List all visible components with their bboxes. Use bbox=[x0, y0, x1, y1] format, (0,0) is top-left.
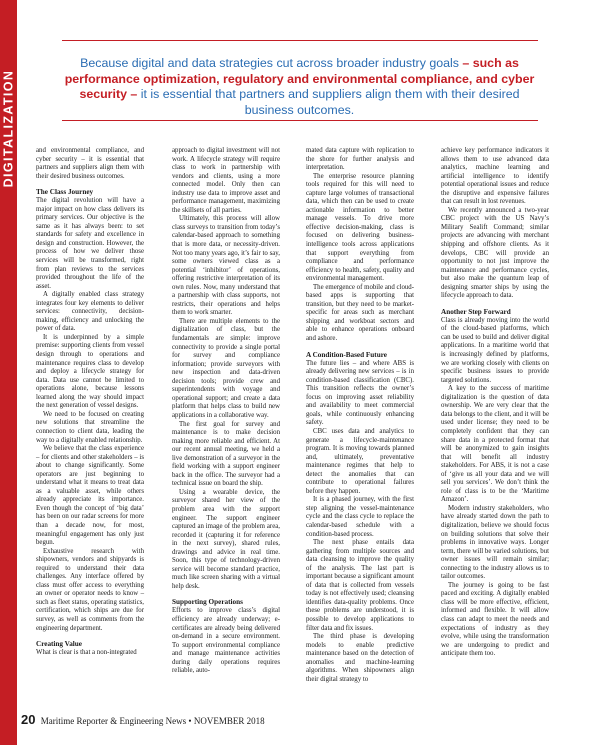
section-heading: Another Step Forward bbox=[441, 307, 511, 316]
paragraph: Ultimately, this process will allow class surveys to transition from today’s calendar-based approach to something that is more data, or necessity-driven. Not too many years ago, it’s fair to say, some owners viewed class as a potential ‘inhibitor’ of operations, offering restrictive interpretation of its own rules. Now, many understand that a partnership with class supports, not restricts, their operations and helps them to work smarter. bbox=[172, 215, 280, 317]
paragraph: approach to digital investment will not work. A lifecycle strategy will require class to work in partnership with vendors and clients, using a more connected model. Only then can industry use data to improve asset and performance management, maximizing the skillsets of all parties. bbox=[172, 147, 280, 214]
pull-quote-emphasis: – such as performance optimization, regulatory and environmental compliance, and cyber security – bbox=[64, 56, 535, 102]
paragraph: achieve key performance indicators it allows them to use advanced data analytics, machine learning and artificial intelligence to identify potential operational issues and reduce the disruptive and expensive failures that can result in lost revenues. bbox=[441, 147, 549, 206]
paragraph: The enterprise resource planning tools required for this will need to capture large volumes of transactional data, which then can be used to create actionable information to better manage vessels. To drive more effective decision-making, class is focused on delivering business-intelligence tools across applications that support everything from compliance and performance efficiency to health, safety, quality and environmental management. bbox=[306, 172, 414, 283]
paragraph: A digitally enabled class strategy integrates four key elements to deliver services: connectivity, decision-making, efficiency and unlocking the power of data. bbox=[36, 291, 144, 333]
pull-quote-text-end: it is essential that partners and suppliers align them with their desired business outcomes. bbox=[137, 87, 520, 117]
paragraph: The journey is going to be fast paced and exciting. A digitally enabled class will be more effective, efficient, informed and flexible. It will allow class can adapt to meet the needs and expectations of industry as they evolve, while using the transformation we are undergoing to predict and anticipate them too. bbox=[441, 581, 549, 658]
paragraph: Exhaustive research with shipowners, vendors and shipyards is required to understand their data challenges. Any interface offered by class must offer access to everything an owner or operator needs to know – such as fleet status, operating statistics, certification, which ships are due for survey, as well as comments from the engineering department. bbox=[36, 547, 144, 632]
paragraph: We recently announced a two-year CBC project with the US Navy’s Military Sealift Command; similar projects are advancing with merchant shipping and offshore clients. As it develops, CBC will provide an opportunity to not just improve the maintenance and performance cycles, but also make the quantum leap of designing smarter ships by using the lifecycle approach to data. bbox=[441, 206, 549, 300]
paragraph: There are multiple elements to the digitalization of class, but the fundamentals are simple: improve connectivity to provide a single portal for survey and compliance information; provide surveyors with new inspection and data-driven decision tools; provide crew and superintendents with voyage and operational support; and create a data platform that helps class to build new applications in a collaborative way. bbox=[172, 317, 280, 419]
paragraph: We need to be focused on creating new solutions that streamline the connection to client data, leading the way to a digitally enabled relationship. bbox=[36, 410, 144, 444]
article-column-3 bbox=[306, 147, 414, 684]
paragraph: The emergence of mobile and cloud-based apps is supporting that transition, but they need to be market-specific for areas such as merchant shipping and workboat sectors and able to enhance operations onboard and ashore. bbox=[306, 283, 414, 343]
paragraph: CBC uses data and analytics to generate a lifecycle-maintenance program. It is moving towards planned and, ultimately, preventative maintenance regimes that help to detect the anomalies that can contribute to operational failures before they happen. bbox=[306, 427, 414, 495]
paragraph: It is a phased journey, with the first step aligning the vessel-maintenance cycle and the class cycle to replace the calendar-based schedule with a condition-based process. bbox=[306, 496, 414, 538]
paragraph: Modern industry stakeholders, who have already started down the path to digitalization, believe we should focus on building solutions that solve their problems in innovative ways. Longer term, there will be varied solutions, but owner issues will remain similar; connecting to the industry allows us to tailor outcomes. bbox=[441, 504, 549, 581]
paragraph: It is underpinned by a simple premise: supporting clients from vessel design through to operations and maintenance requires class to develop and deploy a lifecycle strategy for data. Data use cannot be limited to operations alone, because lessons learned along the way should impact the next generation of vessel designs. bbox=[36, 333, 144, 410]
article-column-4 bbox=[441, 147, 549, 659]
section-heading: A Condition-Based Future bbox=[306, 350, 387, 359]
paragraph: Efforts to improve class’s digital efficiency are already underway; e-certificates are already being delivered on-demand in a secure environment. To support environmental compliance and manage maintenance activities during daily operations requires reliable, auto- bbox=[172, 607, 280, 675]
paragraph: The digital revolution will have a major impact on how class delivers its primary services. Our objective is the same as it has always been: to set standards for safety and excellence in design and construction. However, the process of how we deliver those services will be transformed, right from plan reviews to the services provided throughout the life of the asset. bbox=[36, 197, 144, 290]
pull-quote-bottom-rule bbox=[62, 120, 538, 121]
paragraph: A key to the success of maritime digitalization is the question of data ownership. We are very clear that the data belongs to the client, and it will be used under license; they need to be completely confident that they can share data in a protected format that will be anonymized to gain insights that will benefit all industry stakeholders. For ABS, it is not a case of ‘give us all your data and we will sell you services’. We don’t think the role of class is to be the ‘Maritime Amazon’. bbox=[441, 385, 549, 504]
section-heading: Supporting Operations bbox=[172, 598, 243, 607]
paragraph: mated data capture with replication to the shore for further analysis and interpretation. bbox=[306, 147, 414, 172]
article-column-1 bbox=[36, 147, 144, 658]
section-tab-label: DIGITALIZATION bbox=[1, 69, 16, 188]
paragraph: Class is already moving into the world of the cloud-based platforms, which can be used to build and deliver digital applications. In a maritime world that is increasingly defined by platforms, we are working closely with clients on specific business issues to provide targeted solutions. bbox=[441, 316, 549, 384]
paragraph: The next phase entails data gathering from multiple sources and data cleansing to improve the quality of the analysis. The last part is important because a significant amount of data that is collected from vessels today is not effectively used; cleansing identifies data-quality problems. Once these problems are understood, it is possible to develop applications to filter data and fix issues. bbox=[306, 539, 414, 632]
pull-quote bbox=[62, 56, 537, 118]
paragraph: and environmental compliance, and cyber security – it is essential that partners and suppliers align them with their desired business outcomes. bbox=[36, 147, 144, 180]
publication-line: Maritime Reporter & Engineering News • NOVEMBER 2018 bbox=[40, 716, 265, 726]
paragraph: What is clear is that a non-integrated bbox=[36, 649, 137, 657]
pull-quote-text: Because digital and data strategies cut across broader industry goals bbox=[80, 56, 463, 70]
paragraph: Using a wearable device, the surveyor shared her view of the problem area with the support engineer. The support engineer captured an image of the problem area, recorded it (capturing it for reference in the next survey), shared rules, drawings and advice in real time. Soon, this type of technology-driven service will become standard practice, much like screen sharing with a virtual help desk. bbox=[172, 488, 280, 590]
paragraph: The third phase is developing models to enable predictive maintenance based on the detection of anomalies and machine-learning algorithms. When shipowners align their digital strategy to bbox=[306, 633, 414, 683]
page-number: 20 bbox=[21, 712, 36, 727]
section-tab bbox=[0, 0, 17, 745]
paragraph: The first goal for survey and maintenance is to make decision making more reliable and efficient. At our recent annual meeting, we held a live demonstration of a surveyor in the field working with a support engineer back in the office. The surveyor had a technical issue on board the ship. bbox=[172, 420, 280, 488]
pull-quote-top-rule bbox=[62, 40, 538, 41]
section-heading: Creating Value bbox=[36, 640, 82, 649]
paragraph: We believe that the class experience – for clients and other stakeholders – is about to change significantly. Some operators are just beginning to understand what it means to treat data as a valuable asset, while others already appreciate its importance. Even though the concept of ‘big data’ has been on our radar screens for more than a decade now, for most, meaningful engagement has only just begun. bbox=[36, 445, 144, 547]
article-column-2 bbox=[172, 147, 280, 676]
paragraph: The future lies – and where ABS is already delivering new services – is in condition-based classification (CBC). This transition reflects the owner’s focus on improving asset reliability and availability to meet commercial goals, while continuously enhancing safety. bbox=[306, 359, 414, 427]
section-heading: The Class Journey bbox=[36, 188, 94, 197]
page-footer bbox=[21, 712, 265, 727]
